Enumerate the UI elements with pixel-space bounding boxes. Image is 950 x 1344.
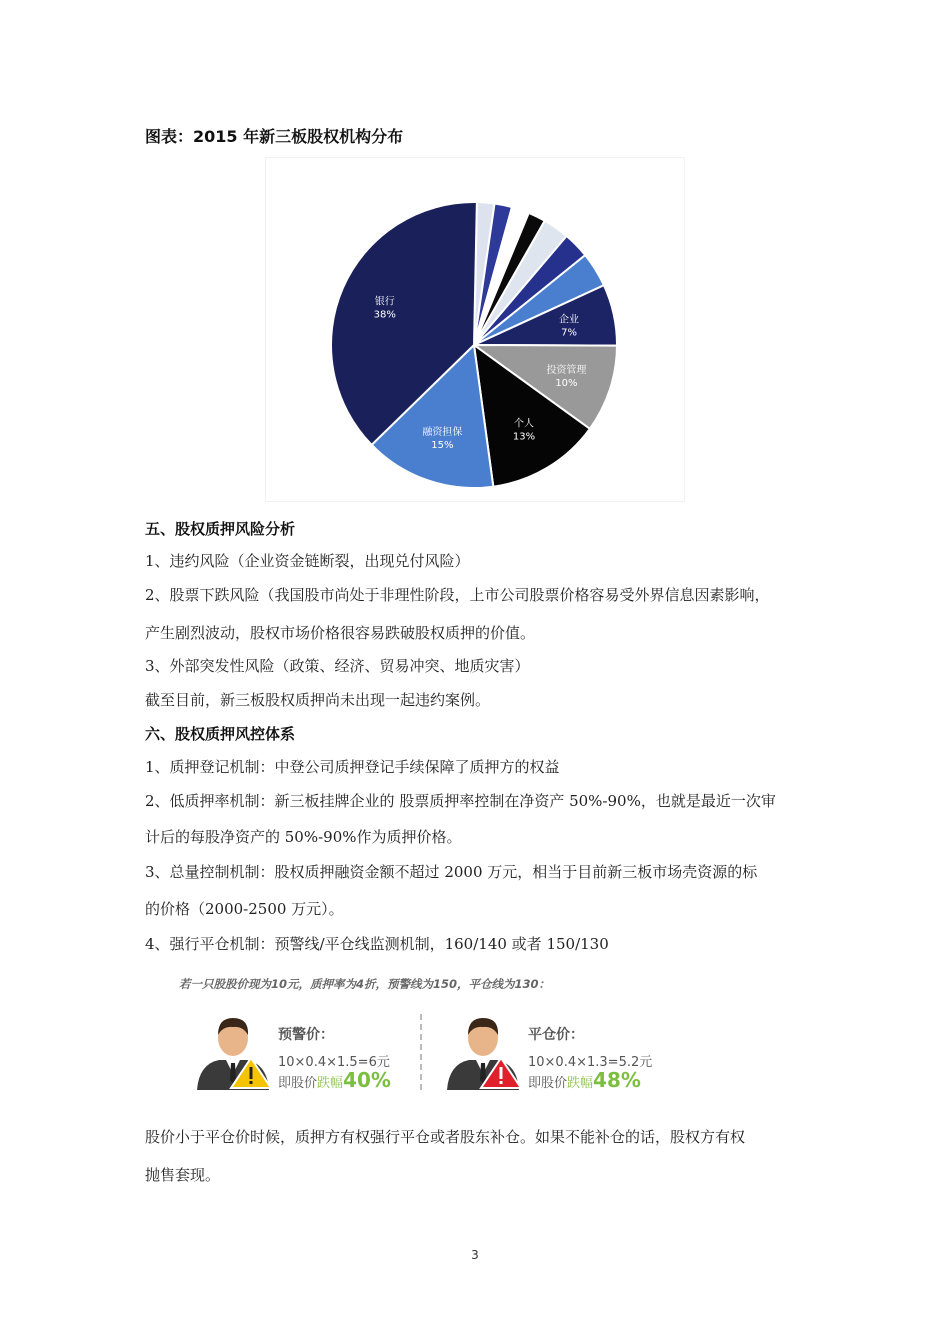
section5-item: 产生剧烈波动，股权市场价格很容易跌破股权质押的价值。 (145, 624, 536, 642)
warning-price-title: 预警价： (278, 1027, 334, 1043)
section5-note: 截至目前，新三板股权质押尚未出现一起违约案例。 (145, 691, 491, 709)
closing-line: 抛售套现。 (145, 1166, 221, 1184)
liquidation-price-formula: 10×0.4×1.3=5.2元 (528, 1055, 653, 1070)
drop-value: 40% (343, 1068, 391, 1092)
pie-chart (266, 158, 684, 501)
slice-percent: 13% (512, 431, 536, 443)
businessman-warning-icon (193, 1008, 273, 1090)
section6-item: 计后的每股净资产的 50%-90%作为质押价格。 (145, 828, 462, 846)
slice-percent: 7% (561, 327, 577, 339)
slice-percent: 38% (373, 309, 396, 321)
pie-chart-frame (265, 157, 685, 502)
liquidation-price-drop (528, 1068, 641, 1092)
slice-label: 融资担保 (422, 426, 463, 438)
closing-line: 股价小于平仓价时候，质押方有权强行平仓或者股东补仓。如果不能补仓的话，股权方有权 (145, 1128, 746, 1146)
callout-divider (420, 1014, 422, 1090)
drop-prefix: 即股价 (528, 1076, 568, 1091)
slice-percent: 10% (555, 378, 578, 390)
drop-value: 48% (593, 1068, 641, 1092)
slice-label: 企业 (559, 314, 580, 326)
drop-prefix: 即股价 (278, 1076, 318, 1091)
slice-label: 银行 (374, 296, 395, 308)
section6-heading: 六、股权质押风控体系 (145, 725, 296, 743)
figure-title: 图表：2015 年新三板股权机构分布 (145, 127, 404, 146)
section6-item: 3、总量控制机制：股权质押融资金额不超过 2000 万元，相当于目前新三板市场壳资源的标 (145, 863, 758, 881)
section5-heading: 五、股权质押风险分析 (145, 520, 296, 538)
callout-caption: 若一只股股价现为10元，质押率为4折，预警线为150，平仓线为130： (179, 977, 551, 991)
slice-percent: 15% (431, 439, 454, 451)
section6-item: 2、低质押率机制：新三板挂牌企业的 股票质押率控制在净资产 50%-90%，也就是最近一次审 (145, 792, 776, 810)
drop-word: 跌幅 (317, 1076, 344, 1091)
section5-item: 3、外部突发性风险（政策、经济、贸易冲突、地质灾害） (145, 657, 530, 675)
drop-word: 跌幅 (567, 1076, 594, 1091)
section6-item: 4、强行平仓机制：预警线/平仓线监测机制，160/140 或者 150/130 (145, 935, 609, 953)
liquidation-price-title: 平仓价： (528, 1027, 584, 1043)
pledge-example-callout (175, 972, 655, 1097)
businessman-alert-icon (443, 1008, 523, 1090)
section6-item: 的价格（2000-2500 万元）。 (145, 900, 344, 918)
warning-price-formula: 10×0.4×1.5=6元 (278, 1055, 390, 1070)
section5-item: 2、股票下跌风险（我国股市尚处于非理性阶段，上市公司股票价格容易受外界信息因素影响， (145, 586, 770, 604)
slice-label: 投资管理 (546, 365, 587, 377)
slice-label: 个人 (513, 418, 534, 430)
section5-item: 1、违约风险（企业资金链断裂，出现兑付风险） (145, 552, 470, 570)
warning-price-drop (278, 1068, 391, 1092)
section6-item: 1、质押登记机制：中登公司质押登记手续保障了质押方的权益 (145, 758, 560, 776)
page-number: 3 (471, 1248, 479, 1262)
